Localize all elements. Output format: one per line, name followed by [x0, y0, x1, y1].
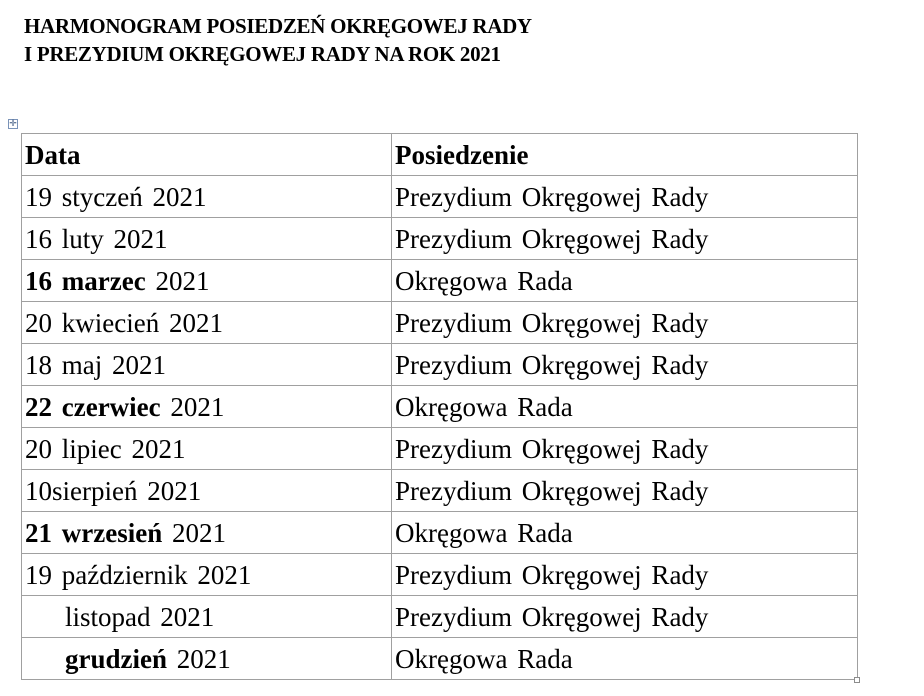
meeting-cell: Okręgowa Rada	[392, 260, 858, 302]
date-cell	[22, 386, 392, 428]
table-row	[22, 344, 858, 386]
date-cell	[22, 260, 392, 302]
meeting-cell: Prezydium Okręgowej Rady	[392, 428, 858, 470]
date-text: 2021	[167, 643, 231, 674]
date-bold-text: 16 marzec	[25, 265, 146, 296]
table-row	[22, 470, 858, 512]
table-row	[22, 638, 858, 680]
date-text: 20 kwiecień 2021	[25, 307, 223, 338]
move-cross-icon[interactable]: ✛	[9, 119, 17, 129]
document-title	[24, 12, 532, 68]
date-bold-text: grudzień	[65, 643, 168, 674]
date-text: listopad 2021	[65, 601, 215, 632]
meeting-cell: Prezydium Okręgowej Rady	[392, 302, 858, 344]
table-row	[22, 428, 858, 470]
table-row	[22, 554, 858, 596]
date-bold-text: 21 wrzesień	[25, 517, 163, 548]
meeting-cell: Prezydium Okręgowej Rady	[392, 596, 858, 638]
date-cell	[22, 554, 392, 596]
meeting-cell: Prezydium Okręgowej Rady	[392, 470, 858, 512]
schedule-table	[21, 133, 858, 680]
date-text: 19 październik 2021	[25, 559, 252, 590]
header-meeting: Posiedzenie	[392, 134, 858, 176]
date-bold-text: 22 czerwiec	[25, 391, 161, 422]
date-cell	[22, 512, 392, 554]
date-cell	[22, 638, 392, 680]
date-text: 16 luty 2021	[25, 223, 168, 254]
title-line-1: HARMONOGRAM POSIEDZEŃ OKRĘGOWEJ RADY	[24, 14, 532, 38]
meeting-cell: Prezydium Okręgowej Rady	[392, 344, 858, 386]
meeting-cell: Prezydium Okręgowej Rady	[392, 176, 858, 218]
table-row	[22, 512, 858, 554]
date-cell	[22, 176, 392, 218]
meeting-cell: Okręgowa Rada	[392, 638, 858, 680]
date-cell	[22, 470, 392, 512]
date-text: 18 maj 2021	[25, 349, 166, 380]
date-cell	[22, 344, 392, 386]
table-header-row	[22, 134, 858, 176]
meeting-cell: Okręgowa Rada	[392, 512, 858, 554]
date-cell	[22, 596, 392, 638]
date-text: 2021	[160, 391, 225, 422]
title-line-2: I PREZYDIUM OKRĘGOWEJ RADY NA ROK 2021	[24, 42, 501, 66]
table-row	[22, 218, 858, 260]
date-cell	[22, 428, 392, 470]
resize-square-icon[interactable]	[854, 677, 860, 683]
table-row	[22, 260, 858, 302]
date-text: 10sierpień 2021	[25, 475, 202, 506]
table-row	[22, 176, 858, 218]
header-date: Data	[22, 134, 392, 176]
date-cell	[22, 302, 392, 344]
table-row	[22, 596, 858, 638]
meeting-cell: Prezydium Okręgowej Rady	[392, 554, 858, 596]
date-text: 2021	[162, 517, 226, 548]
meeting-cell: Okręgowa Rada	[392, 386, 858, 428]
table-row	[22, 302, 858, 344]
date-cell	[22, 218, 392, 260]
date-text: 19 styczeń 2021	[25, 181, 207, 212]
date-text: 2021	[145, 265, 210, 296]
meeting-cell: Prezydium Okręgowej Rady	[392, 218, 858, 260]
schedule-body	[22, 176, 858, 680]
date-text: 20 lipiec 2021	[25, 433, 186, 464]
table-row	[22, 386, 858, 428]
